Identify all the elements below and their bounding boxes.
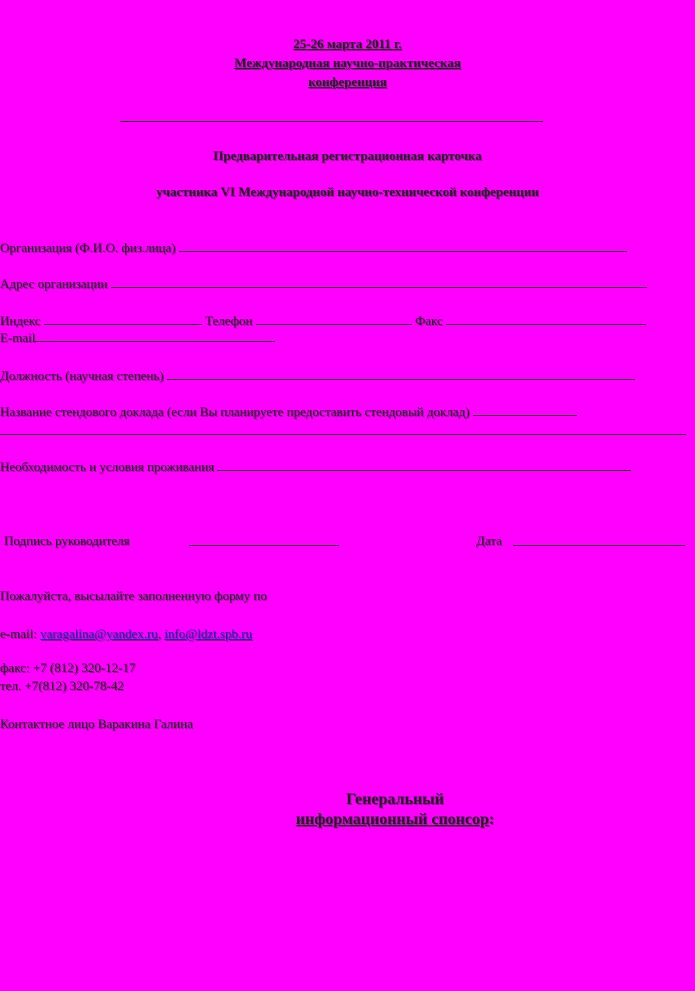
organization-label: Организация (Ф.И.О. физ.лица) [0,240,176,255]
email-row [0,330,275,345]
signature-field[interactable] [189,545,339,546]
contact-row [0,313,646,328]
address-label: Адрес организации [0,276,108,291]
tel-line: тел. +7(812) 320-78-42 [0,678,124,693]
fax-label: Факс [415,313,443,328]
report-label: Название стендового доклада (если Вы планируете предоставить стендовый доклад) [0,404,470,419]
address-row [0,276,647,291]
email-separator: , [157,626,162,641]
report-row [0,404,577,419]
organization-row [0,240,627,255]
email-link-info[interactable]: info@ldzt.spb.ru [164,626,253,641]
position-row [0,368,635,383]
sponsor-line1: Генеральный [346,791,444,808]
sponsor-line2: информационный спонсор [295,811,489,828]
index-label: Индекс [0,313,41,328]
conference-type: Международная научно-практическая [234,55,461,70]
email-label: E-mail [0,330,36,345]
fax-field[interactable] [446,313,646,325]
sponsor-colon: : [488,811,495,828]
email-contacts [0,626,252,641]
contact-person: Контактное лицо Варакина Галина [0,716,193,731]
position-label: Должность (научная степень) [0,368,164,383]
send-prompt: Пожалуйста, высылайте заполненную форму по [0,588,267,603]
accommodation-field[interactable] [217,459,631,471]
date-label: Дата [476,533,502,548]
fax-line: факс: +7 (812) 320-12-17 [0,660,136,675]
accommodation-row [0,459,631,474]
contact-email-label: e-mail: [0,626,37,641]
signature-label: Подпись руководителя [4,533,130,548]
position-field[interactable] [167,368,635,380]
phone-label: Телефон [205,313,253,328]
phone-field[interactable] [256,313,412,325]
email-link-varagalina[interactable]: varagalina@yandex.ru [40,626,158,641]
address-field[interactable] [111,276,647,288]
index-field[interactable] [44,313,202,325]
card-subtitle: участника VI Международной научно-технической конференции [156,184,539,199]
email-field[interactable] [35,330,275,342]
organization-field[interactable] [179,240,627,252]
card-title: Предварительная регистрационная карточка [213,148,482,163]
sponsor-line2-wrap [270,810,520,830]
header-divider [120,121,543,122]
report-field-line2[interactable] [0,434,686,435]
conference-label: конференция [308,74,387,89]
date-field[interactable] [513,545,685,546]
conference-date: 25-26 марта 2011 г. [293,36,402,51]
accommodation-label: Необходимость и условия проживания [0,459,215,474]
report-field[interactable] [473,404,577,416]
